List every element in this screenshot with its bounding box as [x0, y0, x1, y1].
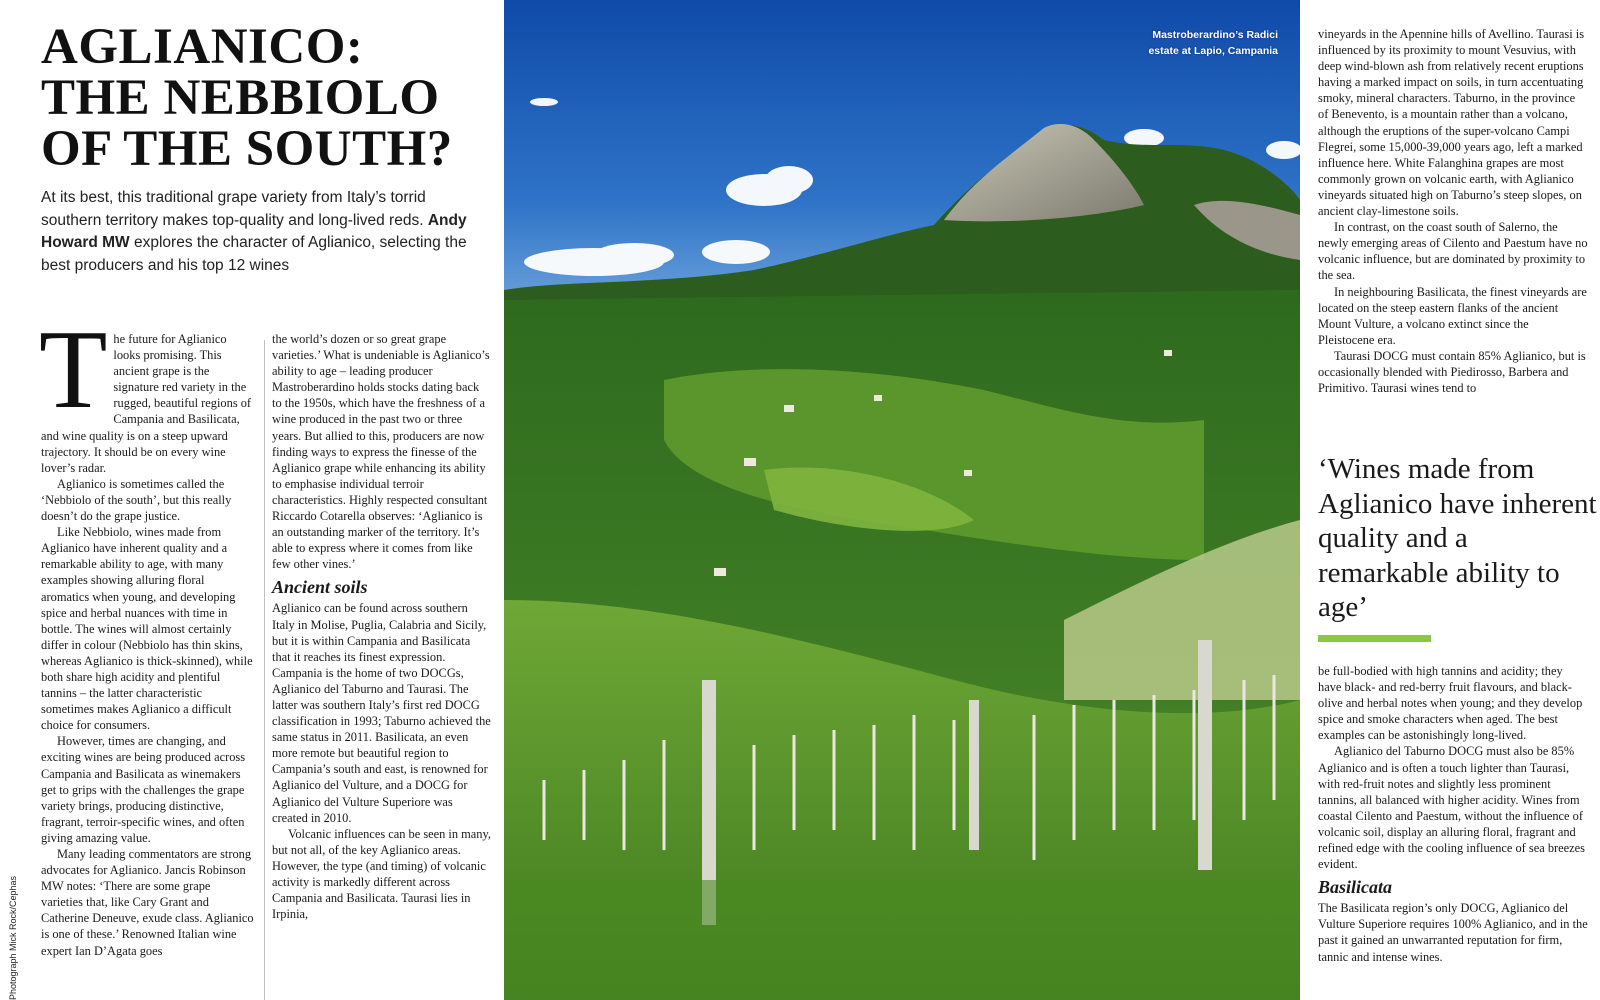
paragraph: In contrast, on the coast south of Salerno, the newly emerging areas of Cilento and Paestum have no volcanic influence, but are dominated by proximity to the sea. — [1318, 220, 1588, 283]
title-line-2: THE NEBBIOLO — [41, 70, 440, 126]
body-column-2 — [272, 331, 491, 922]
landscape-illustration — [504, 0, 1300, 1000]
paragraph-text: he future for Aglianico looks promising. This ancient grape is the signature red variety in the rugged, beautiful regions of Campania and Basilicata, and wine quality is on a steep upward trajectory. It should be on every wine lover’s radar. — [41, 332, 252, 475]
paragraph: the world’s dozen or so great grape varieties.’ What is undeniable is Aglianico’s ability to age – leading producer Mastroberardino holds stocks dating back to the 1950s, which have the freshness of a wine produced in the past two or three years. But allied to this, producers are now finding ways to express the finesse of the Aglianico grape while enhancing its ability to emphasise individual terroir characteristics. Highly respected consultant Riccardo Cotarella observes: ‘Aglianico is an outstanding marker of the territory. It’s able to express where it comes from like few other vines.’ — [272, 332, 490, 572]
paragraph: Many leading commentators are strong advocates for Aglianico. Jancis Robinson MW notes: ‘There are some grape varieties that, like Cary Grant and Catherine Deneuve, exude class. Aglianico is one of these.’ Renowned Italian wine expert Ian D’Agata goes — [41, 847, 254, 958]
title-line-1: AGLIANICO: — [41, 19, 364, 75]
paragraph: The Basilicata region’s only DOCG, Aglianico del Vulture Superiore requires 100% Aglianico, and in the past it gained an unwarranted reputation for firm, tannic and intense wines. — [1318, 901, 1588, 964]
paragraph: be full-bodied with high tannins and acidity; they have black- and red-berry fruit flavours, and black-olive and herbal notes when young; and they develop spice and smoke characters when aged. The best examples can be astonishingly long-lived. — [1318, 664, 1583, 743]
column-divider — [264, 340, 265, 1000]
paragraph: However, times are changing, and exciting wines are being produced across Campania and Basilicata as winemakers get to grips with the challenges the grape variety brings, producing distinctive, fragrant, terroir-specific wines, and often giving amazing value. — [41, 734, 246, 845]
paragraph: Volcanic influences can be seen in many, but not all, of the key Aglianico areas. However, the type (and timing) of volcanic activity is markedly different across Campania and Basilicata. Taurasi lies in Irpinia, — [272, 826, 491, 922]
subhead-basilicata: Basilicata — [1318, 877, 1393, 898]
paragraph: Taurasi DOCG must contain 85% Aglianico, but is occasionally blended with Piedirosso, Barbera and Primitivo. Taurasi wines tend to — [1318, 348, 1586, 396]
standfirst-intro: At its best, this traditional grape variety from Italy’s torrid southern territory makes top-quality and long-lived reds. — [41, 189, 428, 229]
paragraph: Aglianico can be found across southern Italy in Molise, Puglia, Calabria and Sicily, but it is within Campania and Basilicata that it reaches its finest expression. Campania is the home of two DOCGs, Aglianico del Taburno and Taurasi. The latter was southern Italy’s first red DOCG classification in 1993; Taburno achieved the same status in 2011. Basilicata, an even more remote but beautiful region to Campania’s south and east, is renowned for Aglianico del Vulture, and a DOCG for Aglianico del Vulture Superiore was created in 2010. — [272, 601, 491, 825]
author-name: Andy Howard MW — [41, 211, 467, 251]
photo-caption: Mastroberardino’s Radici estate at Lapio, Campania — [1148, 29, 1278, 57]
paragraph: vineyards in the Apennine hills of Avellino. Taurasi is influenced by its proximity to mount Vesuvius, with deep wind-blown ash from relatively recent eruptions having a marked impact on soils, in turn accentuating smoky, mineral characters. Taburno, in the province of Benevento, is a mountain rather than a volcano, although the eruptions of the super-volcano Campi Flegrei, some 15,000-39,000 years ago, left a marked influence here. White Falanghina grapes are most commonly grown on volcanic earth, with Aglianico vineyards situated high on Taburno’s steep slopes, on ancient clay-limestone soils. — [1318, 27, 1585, 219]
article-title — [41, 19, 491, 177]
body-column-3 — [1318, 26, 1588, 396]
vineyard-photo — [504, 0, 1300, 1000]
body-column-1 — [39, 308, 255, 959]
standfirst-rest: explores the character of Aglianico, selecting the best producers and his top 12 wines — [41, 234, 467, 274]
pull-quote-accent-bar — [1318, 635, 1431, 642]
subhead-ancient-soils: Ancient soils — [272, 577, 368, 598]
paragraph — [39, 308, 255, 476]
paragraph: Like Nebbiolo, wines made from Aglianico have inherent quality and a remarkable ability to age, with many examples showing alluring floral aromatics when young, and developing spice and herbal nuances with time in bottle. The wines will almost certainly differ in colour (Nebbiolo has thin skins, whereas Aglianico is thick-skinned), while both share high acidity and plentiful tannins – the latter characteristic sometimes makes Aglianico a difficult choice for consumers. — [41, 525, 253, 733]
title-line-3: OF THE SOUTH? — [41, 121, 453, 177]
pull-quote: ‘Wines made from Aglianico have inherent quality and a remarkable ability to age’ — [1318, 453, 1597, 623]
photo-credit: Photograph Mick Rock/Cephas — [8, 875, 18, 1000]
body-column-4 — [1318, 663, 1588, 965]
paragraph: In neighbouring Basilicata, the finest vineyards are located on the steep eastern flanks of the ancient Mount Vulture, a volcano extinct since the Pleistocene era. — [1318, 284, 1587, 347]
drop-cap: T — [39, 308, 108, 432]
paragraph: Aglianico is sometimes called the ‘Nebbiolo of the south’, but this really doesn’t do the grape justice. — [41, 476, 232, 524]
standfirst — [41, 187, 481, 277]
paragraph: Aglianico del Taburno DOCG must also be 85% Aglianico and is often a touch lighter than Taurasi, with red-fruit notes and slightly less prominent tannins, all balanced with higher acidity. Wines from coastal Cilento and Paestum, without the influence of volcanic soil, display an alluring floral, fragrant and refined edge with the cooling influence of sea breezes evident. — [1318, 744, 1585, 872]
